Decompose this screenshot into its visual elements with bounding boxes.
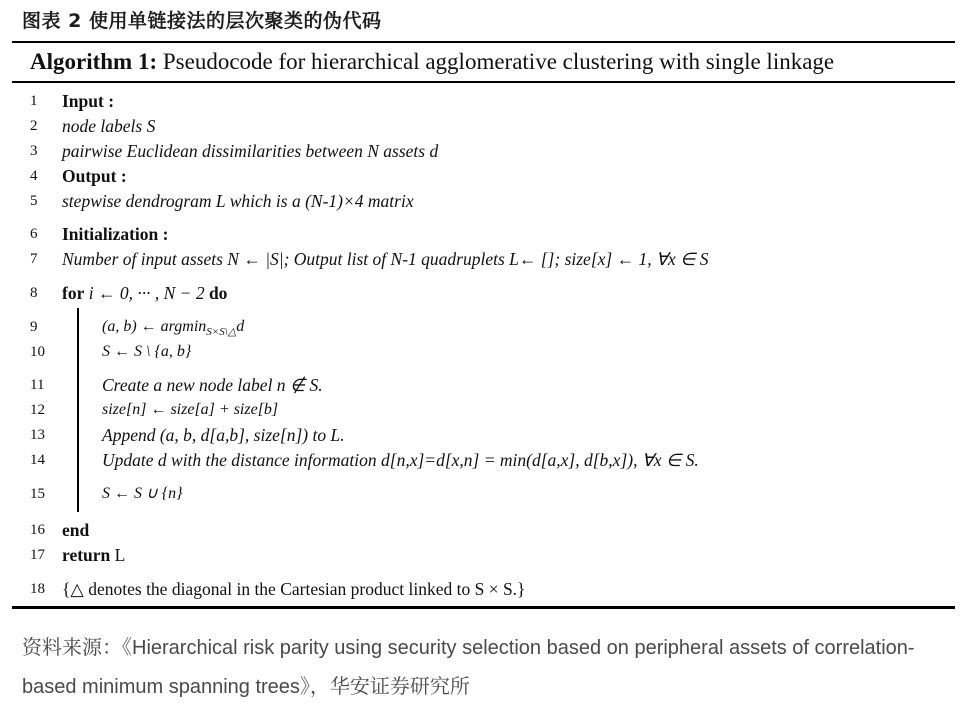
line-text: stepwise dendrogram L which is a (N-1)×4 matrix	[62, 191, 414, 211]
line-text: Update d with the distance information d[n,x]=d[x,n] = min(d[a,x], d[b,x]), ∀x ∈ S.	[102, 450, 699, 470]
loop-body-bar	[77, 308, 79, 512]
line-text	[62, 543, 125, 567]
do-keyword: do	[208, 283, 228, 303]
line-number: 2	[30, 118, 38, 134]
line-text	[62, 281, 227, 305]
line-number: 7	[30, 251, 38, 267]
line-text: node labels S	[62, 116, 156, 136]
algorithm-label: Algorithm 1:	[30, 49, 158, 74]
figure-title: 图表 2 使用单链接法的层次聚类的伪代码	[22, 10, 382, 32]
line-number: 5	[30, 193, 38, 209]
line-text: Create a new node label n ∉ S.	[102, 375, 323, 395]
line-number: 18	[30, 581, 45, 597]
argmin-expression: (a, b) ← argmin	[102, 318, 207, 335]
line-number: 3	[30, 143, 38, 159]
argmin-target: d	[236, 318, 245, 335]
line-number: 12	[30, 402, 45, 418]
line-text: size[n] ← size[a] + size[b]	[102, 401, 279, 418]
source-text: 《Hierarchical risk parity using security selection based on peripheral assets of correlation-based minimum spanning trees》，	[22, 637, 915, 698]
line-number: 9	[30, 319, 38, 335]
line-text: Initialization :	[62, 224, 169, 244]
line-number: 17	[30, 547, 45, 563]
source-note	[22, 628, 952, 706]
line-number: 10	[30, 344, 45, 360]
return-keyword: return	[62, 545, 111, 565]
line-number: 8	[30, 285, 38, 301]
line-text: Number of input assets N ← |S|; Output list of N-1 quadruplets L← []; size[x] ← 1, ∀x ∈ S	[62, 249, 709, 269]
algorithm-caption	[30, 49, 834, 75]
line-number: 15	[30, 486, 45, 502]
source-label: 资料来源：	[22, 635, 122, 659]
line-number: 4	[30, 168, 38, 184]
line-number: 16	[30, 522, 45, 538]
top-rule	[12, 41, 955, 43]
caption-rule	[12, 81, 955, 83]
line-text: {△ denotes the diagonal in the Cartesian product linked to S × S.}	[62, 579, 526, 599]
line-number: 1	[30, 93, 38, 109]
line-text: Output :	[62, 166, 127, 186]
for-keyword: for	[62, 283, 85, 303]
line-number: 6	[30, 226, 38, 242]
return-value: L	[114, 545, 126, 565]
line-number: 14	[30, 452, 45, 468]
line-text: Input :	[62, 91, 115, 111]
line-text: pairwise Euclidean dissimilarities between N assets d	[62, 141, 439, 161]
line-number: 13	[30, 427, 45, 443]
algorithm-caption-text: Pseudocode for hierarchical agglomerative clustering with single linkage	[162, 49, 835, 74]
line-text: Append (a, b, d[a,b], size[n]) to L.	[102, 425, 345, 445]
line-text: end	[62, 520, 90, 540]
line-number: 11	[30, 377, 45, 393]
argmin-subscript: S×S\△	[206, 326, 237, 339]
line-text: S ← S ∪ {n}	[102, 485, 183, 502]
source-org: 华安证券研究所	[329, 674, 470, 698]
line-text: S ← S \ {a, b}	[102, 343, 192, 360]
bottom-rule	[12, 606, 955, 609]
loop-range: i ← 0, ··· , N − 2	[88, 283, 205, 303]
